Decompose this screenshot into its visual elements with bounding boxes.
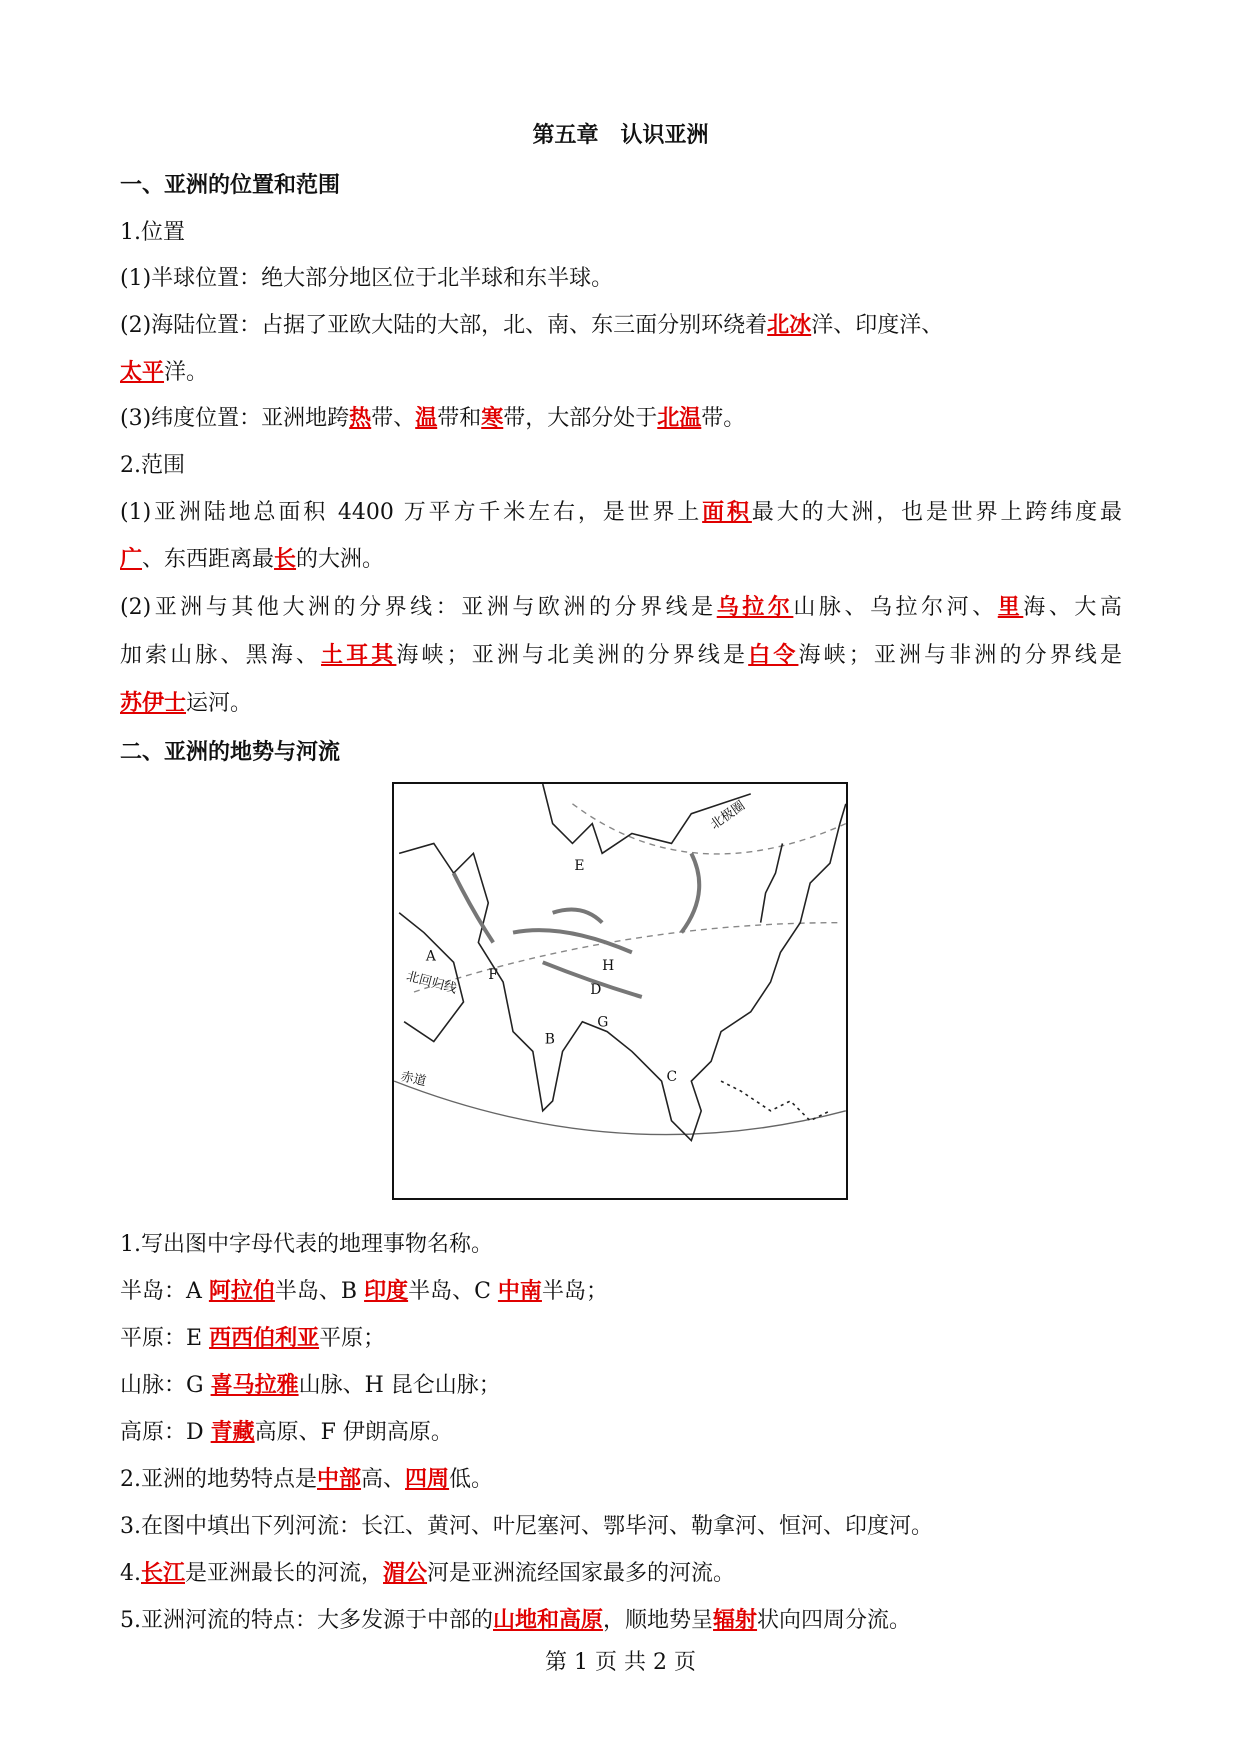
text-run: 4. [120,1561,141,1586]
question-1: 1.写出图中字母代表的地理事物名称。 [120,1232,493,1257]
text-hemisphere: (1)半球位置：绝大部分地区位于北半球和东半球。 [120,266,614,291]
text-run: 低。 [449,1467,494,1492]
answer-suez: 苏伊士 [120,691,187,716]
text-run: 的大洲。 [296,547,385,572]
text-run: 平原； [319,1326,386,1351]
text-run: 半岛、C [408,1279,498,1304]
text-run: 状向四周分流。 [757,1608,912,1633]
text-run: 洋。 [164,360,209,385]
answer-center: 中部 [317,1467,362,1492]
text-run: 最大的大洲，也是世界上跨纬度最 [751,500,1122,525]
answer-temperate: 温 [415,406,438,431]
answer-frigid: 寒 [481,406,504,431]
answer-north-temperate: 北温 [657,406,702,431]
text-run: 平原：E [120,1326,210,1351]
text-sea-land [120,308,943,339]
asia-map [392,782,848,1200]
answer-mountains [120,1368,501,1399]
east-mountains [681,853,699,932]
text-boundary-cont [120,638,1122,669]
text-run: (3)纬度位置：亚洲地跨 [120,406,350,431]
text-area-cont [120,542,384,573]
title-chapter: 第五章 [532,123,599,148]
map-label-f: F [488,967,498,984]
text-run: 海、大高 [1023,595,1122,620]
answer-plateau [120,1415,453,1446]
tropic-label: 北回归线 [404,969,459,997]
text-run: (2)亚洲与其他大洲的分界线：亚洲与欧洲的分界线是 [120,595,717,620]
question-2 [120,1462,493,1493]
title-topic: 认识亚洲 [620,123,709,148]
answer-around: 四周 [405,1467,450,1492]
text-run: 加索山脉、黑海、 [120,643,322,668]
map-label-c: C [666,1069,678,1086]
answer-arctic: 北冰 [767,313,812,338]
answer-tibet: 青藏 [210,1420,255,1445]
map-label-g: G [597,1014,609,1031]
page-number: 第 1 页 共 2 页 [545,1650,696,1675]
answer-ural: 乌拉尔 [716,595,794,620]
text-run: 带。 [701,406,746,431]
text-area [120,495,1122,526]
text-run: 半岛、B [274,1279,365,1304]
answer-tropical: 热 [349,406,372,431]
answer-west-siberia: 西西伯利亚 [209,1326,320,1351]
text-run: (2)海陆位置：占据了亚欧大陆的大部，北、南、东三面分别环绕着 [120,313,768,338]
question-4 [120,1556,735,1587]
answer-plain [120,1321,385,1352]
section-heading-terrain: 二、亚洲的地势与河流 [120,740,341,765]
answer-mekong: 湄公 [383,1561,428,1586]
text-run: 带和 [437,406,482,431]
answer-radial: 辐射 [713,1608,758,1633]
text-run: ，顺地势呈 [603,1608,714,1633]
text-run: 运河。 [186,691,253,716]
text-run: 带，大部分处于 [503,406,658,431]
arctic-circle-label: 北极圈 [707,798,749,833]
text-run: 带、 [371,406,416,431]
text-run: 高原、F 伊朗高原。 [254,1420,453,1445]
text-run: 高原：D [120,1420,211,1445]
answer-turkish: 土耳其 [321,643,397,668]
map-label-d: D [590,981,602,998]
text-run: 是亚洲最长的河流， [185,1561,384,1586]
answer-himalaya: 喜马拉雅 [210,1373,299,1398]
answer-india: 印度 [364,1279,409,1304]
answer-peninsulas [120,1274,608,1305]
equator-line [394,1081,846,1134]
answer-area: 面积 [702,500,752,525]
text-run: 2.亚洲的地势特点是 [120,1467,317,1492]
map-label-h: H [602,958,615,975]
text-run: (1)亚洲陆地总面积 4400 万平方千米左右，是世界上 [120,500,703,525]
answer-caspian: 里 [997,595,1024,620]
map-label-a: A [425,948,436,965]
equator-label: 赤道 [399,1069,428,1090]
asia-coastline [399,804,846,1141]
answer-arabia: 阿拉伯 [208,1279,275,1304]
subheading-range: 2.范围 [120,453,185,478]
text-run: 半岛：A [120,1279,209,1304]
text-run: 高、 [361,1467,406,1492]
map-label-b: B [544,1031,555,1048]
text-run: 海峡；亚洲与非洲的分界线是 [798,643,1122,668]
section-heading-location: 一、亚洲的位置和范围 [120,173,341,198]
text-boundary-end [120,686,252,717]
page-title [0,118,1241,149]
text-run: 5.亚洲河流的特点：大多发源于中部的 [120,1608,493,1633]
text-run: 山脉、H 昆仑山脉； [298,1373,501,1398]
answer-indochina: 中南 [497,1279,542,1304]
map-label-e: E [574,858,585,875]
answer-pacific: 太平 [120,360,165,385]
text-run: 海峡；亚洲与北美洲的分界线是 [396,643,749,668]
question-5 [120,1603,911,1634]
answer-yangtze: 长江 [141,1561,186,1586]
tianshan-mountains [553,909,603,922]
question-3: 3.在图中填出下列河流：长江、黄河、叶尼塞河、鄂毕河、勒拿河、恒河、印度河。 [120,1514,933,1539]
subheading-position: 1.位置 [120,220,185,245]
answer-bering: 白令 [748,643,799,668]
text-latitude [120,401,745,432]
text-run: 、东西距离最 [142,547,275,572]
text-run: 河是亚洲流经国家最多的河流。 [427,1561,736,1586]
answer-wide: 广 [120,547,143,572]
tropic-of-cancer-line [414,923,840,992]
answer-long: 长 [274,547,297,572]
text-run: 山脉、乌拉尔河、 [793,595,998,620]
text-run: 洋、印度洋、 [811,313,944,338]
text-run: 半岛； [541,1279,608,1304]
text-sea-land-cont [120,355,208,386]
islands-outline [721,1081,830,1121]
asia-map-drawing [394,784,846,1198]
japan-coastline [761,843,783,922]
text-run: 山脉：G [120,1373,211,1398]
answer-highlands: 山地和高原 [493,1608,604,1633]
text-boundary [120,590,1122,621]
